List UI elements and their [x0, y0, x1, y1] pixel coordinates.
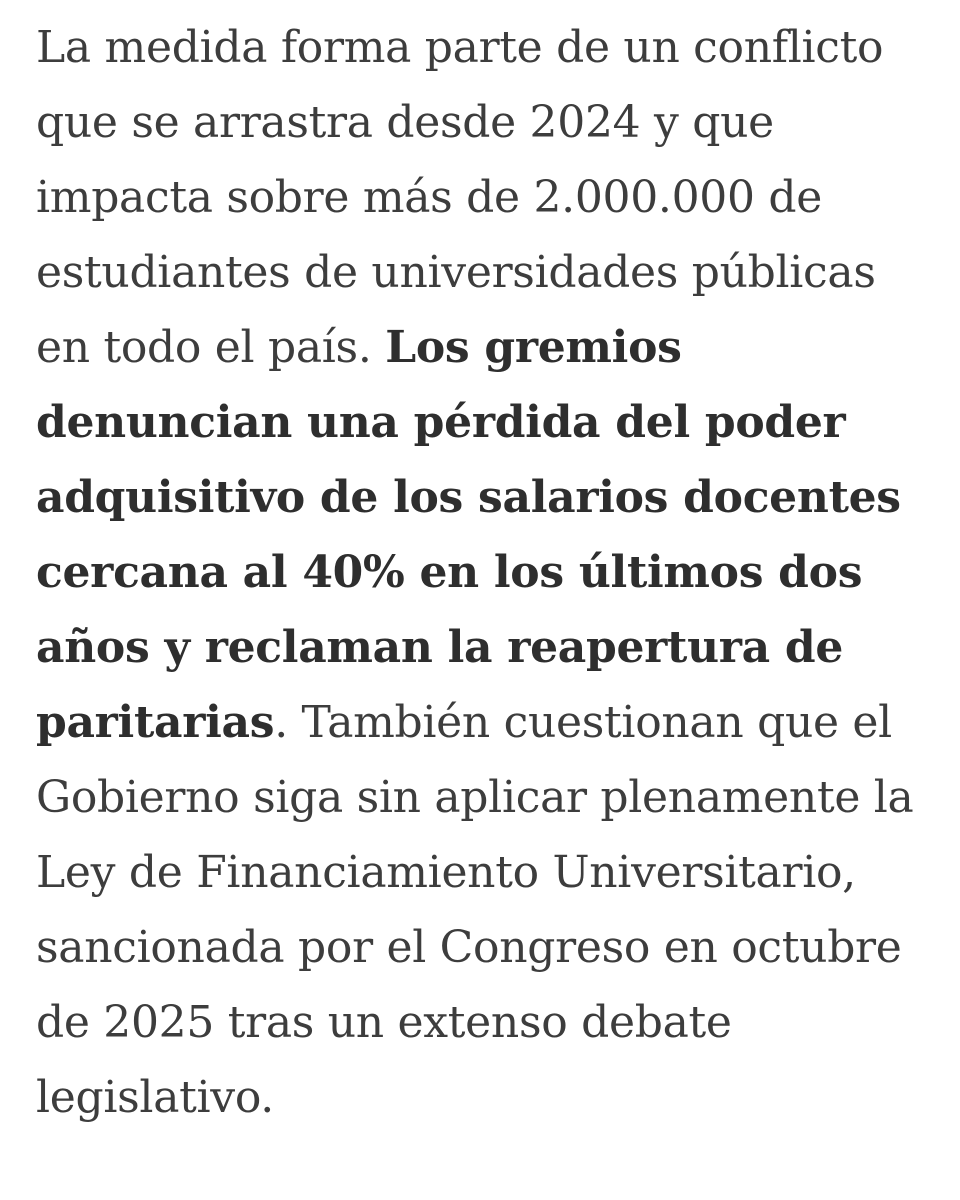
bold-text-segment: paritarias [36, 697, 275, 748]
text-line-1 [36, 10, 936, 85]
bold-text-segment: denuncian una pérdida del poder [36, 397, 846, 448]
text-line-3 [36, 160, 936, 235]
text-line-11 [36, 760, 936, 835]
bold-text-segment: años y reclaman la reapertura de [36, 622, 844, 673]
text-segment: en todo el país. [36, 322, 386, 373]
text-line-12 [36, 835, 936, 910]
article-paragraph [36, 10, 936, 1135]
text-line-8 [36, 535, 936, 610]
text-line-13 [36, 910, 936, 985]
text-segment: impacta sobre más de 2.000.000 de [36, 172, 822, 223]
text-line-10 [36, 685, 936, 760]
text-segment: La medida forma parte de un conflicto [36, 22, 884, 73]
bold-text-segment: adquisitivo de los salarios docentes [36, 472, 901, 523]
text-segment: legislativo. [36, 1072, 274, 1123]
text-segment: Ley de Financiamiento Universitario, [36, 847, 856, 898]
text-segment: de 2025 tras un extenso debate [36, 997, 732, 1048]
text-line-2 [36, 85, 936, 160]
text-line-15 [36, 1060, 936, 1135]
text-segment: Gobierno siga sin aplicar plenamente la [36, 772, 914, 823]
bold-text-segment: Los gremios [385, 322, 682, 373]
text-segment: . También cuestionan que el [274, 697, 892, 748]
text-line-5 [36, 310, 936, 385]
text-segment: estudiantes de universidades públicas [36, 247, 876, 298]
text-line-6 [36, 385, 936, 460]
text-line-9 [36, 610, 936, 685]
text-segment: sancionada por el Congreso en octubre [36, 922, 902, 973]
text-line-4 [36, 235, 936, 310]
text-line-7 [36, 460, 936, 535]
bold-text-segment: cercana al 40% en los últimos dos [36, 547, 863, 598]
text-line-14 [36, 985, 936, 1060]
text-segment: que se arrastra desde 2024 y que [36, 97, 774, 148]
